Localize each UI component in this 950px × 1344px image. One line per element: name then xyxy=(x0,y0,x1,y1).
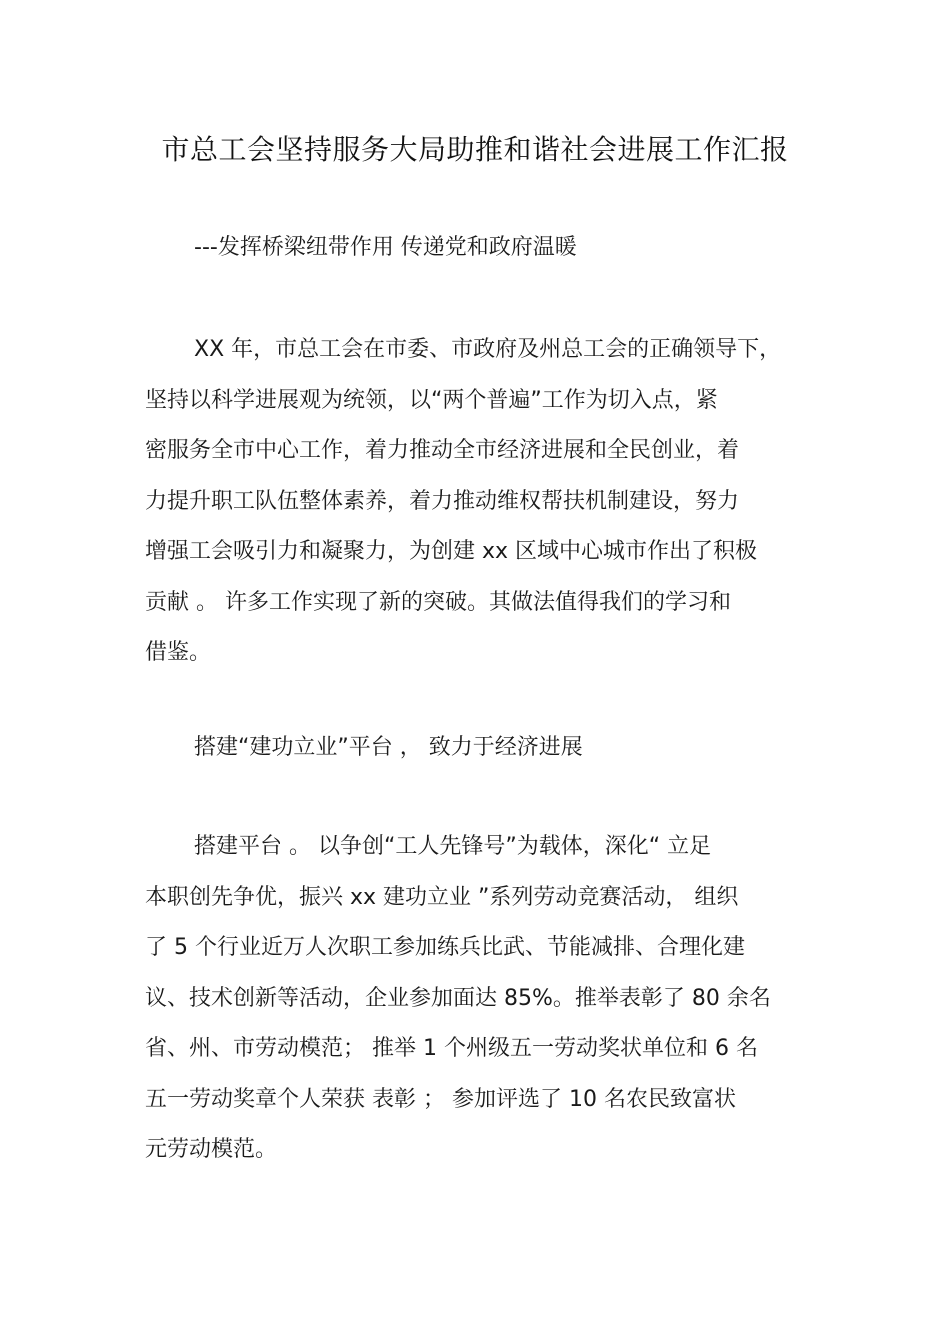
paragraph-line: 搭建平台 。 以争创“工人先锋号”为载体，深化“ 立足 xyxy=(194,834,712,859)
paragraph-line: XX 年，市总工会在市委、市政府及州总工会的正确领导下， xyxy=(194,337,782,362)
body-paragraph-2 xyxy=(145,822,810,1176)
paragraph-line: 坚持以科学进展观为统领，以“两个普遍”工作为切入点，紧 xyxy=(145,387,718,413)
paragraph-line: 增强工会吸引力和凝聚力，为创建 xx 区域中心城市作出了积极 xyxy=(145,539,758,564)
document-title: 市总工会坚持服务大局助推和谐社会进展工作汇报 xyxy=(161,133,789,166)
paragraph-line: 五一劳动奖章个人荣获 表彰 ； 参加评选了 10 名农民致富状 xyxy=(145,1086,736,1112)
paragraph-line: 省、州、市劳动模范； 推举 1 个州级五一劳动奖状单位和 6 名 xyxy=(145,1036,758,1061)
paragraph-line: 议、技术创新等活动，企业参加面达 85%。推举表彰了 80 余名 xyxy=(145,985,771,1011)
paragraph-line: 力提升职工队伍整体素养，着力推动维权帮扶机制建设，努力 xyxy=(145,488,740,514)
paragraph-line: 贡献 。 许多工作实现了新的突破。其做法值得我们的学习和 xyxy=(145,589,731,615)
body-paragraph-1 xyxy=(145,325,810,679)
paragraph-line: 了 5 个行业近万人次职工参加练兵比武、节能减排、合理化建 xyxy=(145,935,745,960)
document-subtitle: ---发挥桥梁纽带作用 传递党和政府温暖 xyxy=(194,235,577,260)
section-heading: 搭建“建功立业”平台 ， 致力于经济进展 xyxy=(194,735,583,760)
paragraph-line: 密服务全市中心工作，着力推动全市经济进展和全民创业，着 xyxy=(145,438,740,463)
paragraph-line: 元劳动模范。 xyxy=(145,1137,278,1162)
paragraph-line: 本职创先争优，振兴 xx 建功立业 ”系列劳动竞赛活动， 组织 xyxy=(145,884,739,910)
paragraph-line: 借鉴。 xyxy=(145,640,212,665)
